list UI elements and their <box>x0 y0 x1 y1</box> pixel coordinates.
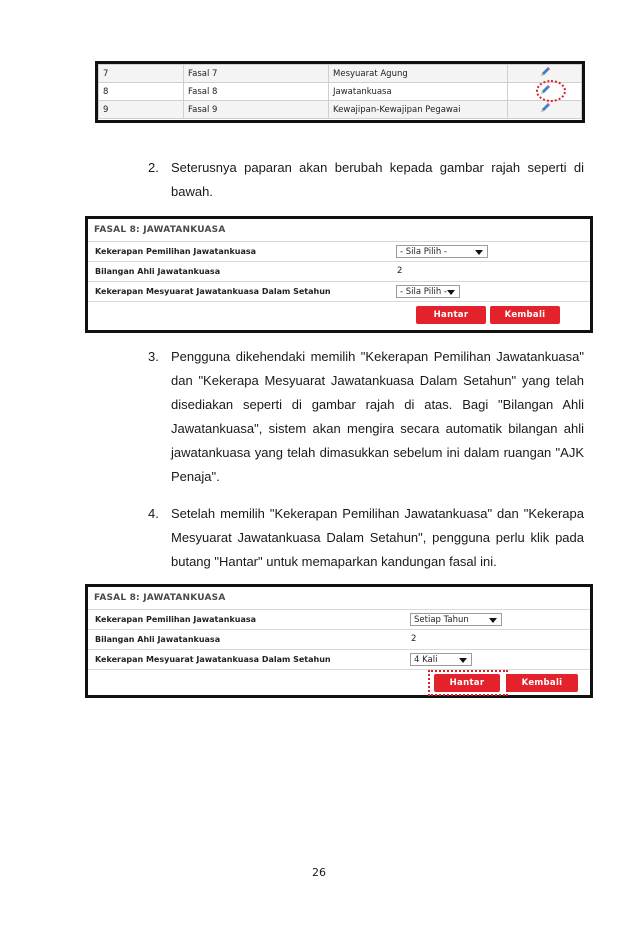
select-value: - Sila Pilih - <box>400 287 447 297</box>
row-fasal: Fasal 9 <box>184 101 329 119</box>
step-3 <box>148 345 584 489</box>
chevron-down-icon <box>489 618 497 623</box>
table-row <box>99 83 582 101</box>
step-number: 3. <box>148 349 159 364</box>
form-title: FASAL 8: JAWATANKUASA <box>88 587 590 610</box>
label-kekerapan-mesyuarat: Kekerapan Mesyuarat Jawatankuasa Dalam Setahun <box>95 655 331 664</box>
fasal-list-screenshot <box>95 61 585 123</box>
kekerapan-pemilihan-select[interactable] <box>396 245 488 258</box>
chevron-down-icon <box>475 250 483 255</box>
row-fasal: Fasal 8 <box>184 83 329 101</box>
form-row-kekerapan-mesyuarat <box>88 650 590 670</box>
step-number: 4. <box>148 506 159 521</box>
label-kekerapan-pemilihan: Kekerapan Pemilihan Jawatankuasa <box>95 615 257 624</box>
chevron-down-icon <box>459 658 467 663</box>
form-row-bilangan-ahli <box>88 262 590 282</box>
kembali-button[interactable]: Kembali <box>506 674 578 692</box>
form-row-kekerapan-pemilihan <box>88 610 590 630</box>
form-row-kekerapan-mesyuarat <box>88 282 590 302</box>
pencil-edit-icon[interactable] <box>539 66 551 78</box>
bilangan-ahli-value: 2 <box>397 266 403 276</box>
kekerapan-mesyuarat-select[interactable] <box>396 285 460 298</box>
form-title: FASAL 8: JAWATANKUASA <box>88 219 590 242</box>
hantar-button[interactable]: Hantar <box>416 306 486 324</box>
fasal-table <box>98 64 582 119</box>
select-value: Setiap Tahun <box>414 615 469 625</box>
row-number: 8 <box>99 83 184 101</box>
step-text: Seterusnya paparan akan berubah kepada gambar rajah seperti di bawah. <box>171 160 584 199</box>
select-value: 4 Kali <box>414 655 438 665</box>
label-kekerapan-pemilihan: Kekerapan Pemilihan Jawatankuasa <box>95 247 257 256</box>
chevron-down-icon <box>447 290 455 295</box>
form-screenshot-2 <box>85 584 593 698</box>
step-text: Setelah memilih "Kekerapan Pemilihan Jawatankuasa" dan "Kekerapa Mesyuarat Jawatankuasa Dalam Setahun", pengguna perlu klik pada butang "Hantar" untuk memaparkan kandungan fasal ini. <box>171 506 584 569</box>
row-tajuk: Kewajipan-Kewajipan Pegawai <box>329 101 508 119</box>
select-value: - Sila Pilih - <box>400 247 447 257</box>
kembali-button[interactable]: Kembali <box>490 306 560 324</box>
form-row-bilangan-ahli <box>88 630 590 650</box>
label-bilangan-ahli: Bilangan Ahli Jawatankuasa <box>95 267 221 276</box>
form-screenshot-1 <box>85 216 593 333</box>
step-text: Pengguna dikehendaki memilih "Kekerapan Pemilihan Jawatankuasa" dan "Kekerapa Mesyuarat Jawatankuasa Dalam Setahun" yang telah disediakan seperti di gambar rajah di atas. Bagi "Bilangan Ahli Jawatankuasa", sistem akan mengira secara automatik bilangan ahli jawatankuasa yang telah dimasukkan sebelum ini dalam ruangan "AJK Penaja". <box>171 349 584 484</box>
step-2 <box>148 156 584 204</box>
kekerapan-pemilihan-select[interactable] <box>410 613 502 626</box>
form-buttons <box>88 670 590 698</box>
row-tajuk: Mesyuarat Agung <box>329 65 508 83</box>
table-row <box>99 65 582 83</box>
form-row-kekerapan-pemilihan <box>88 242 590 262</box>
hantar-button[interactable]: Hantar <box>434 674 500 692</box>
edit-highlight-circle <box>536 80 566 102</box>
page-number: 26 <box>312 866 326 879</box>
edit-cell[interactable] <box>508 101 582 119</box>
pencil-edit-icon[interactable] <box>539 102 551 114</box>
step-number: 2. <box>148 160 159 175</box>
row-tajuk: Jawatankuasa <box>329 83 508 101</box>
label-bilangan-ahli: Bilangan Ahli Jawatankuasa <box>95 635 221 644</box>
form-buttons <box>88 302 590 330</box>
row-fasal: Fasal 7 <box>184 65 329 83</box>
hantar-highlight-box <box>428 670 508 696</box>
row-number: 9 <box>99 101 184 119</box>
row-number: 7 <box>99 65 184 83</box>
table-row <box>99 101 582 119</box>
label-kekerapan-mesyuarat: Kekerapan Mesyuarat Jawatankuasa Dalam Setahun <box>95 287 331 296</box>
kekerapan-mesyuarat-select[interactable] <box>410 653 472 666</box>
step-4 <box>148 502 584 574</box>
bilangan-ahli-value: 2 <box>411 634 417 644</box>
